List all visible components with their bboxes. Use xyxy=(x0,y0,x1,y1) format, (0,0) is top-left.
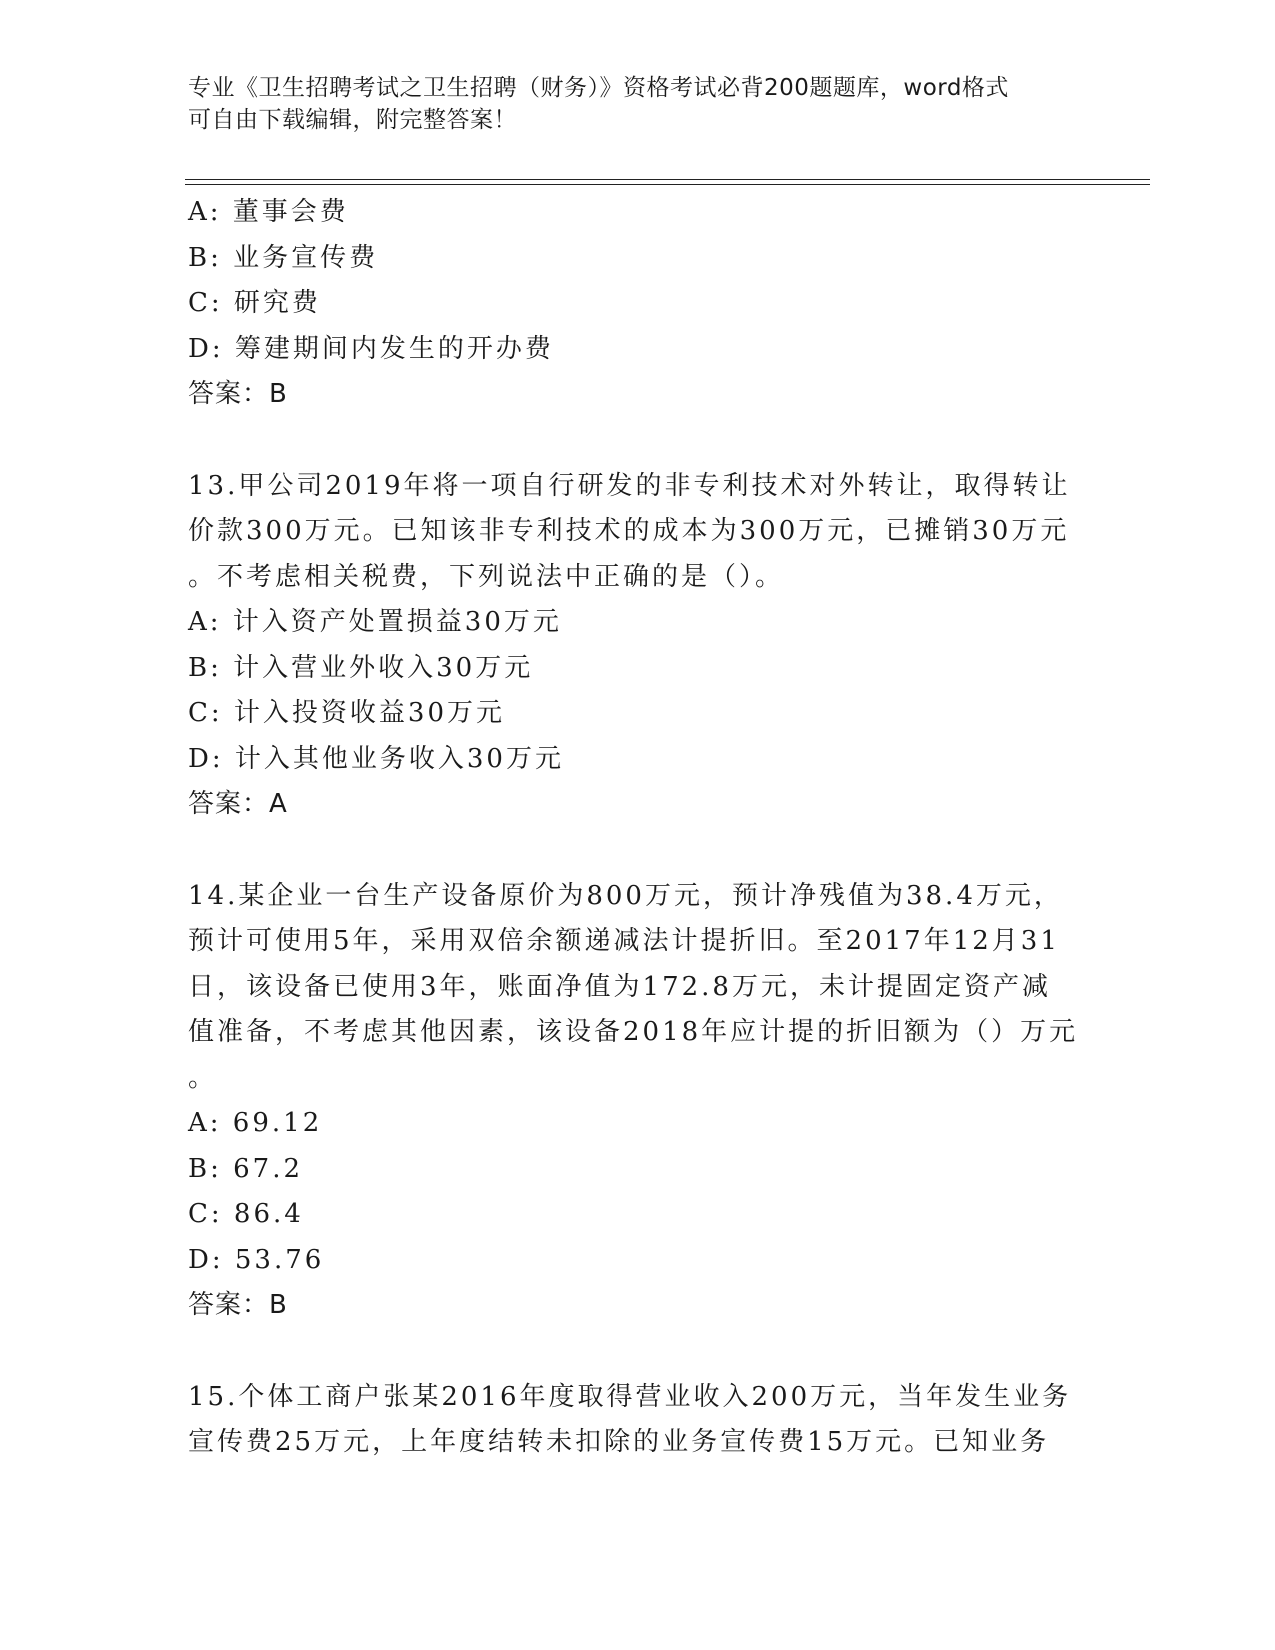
question-14 xyxy=(188,874,1088,1329)
header-rule-bottom xyxy=(185,184,1150,185)
question-text-line: 。不考虑相关税费，下列说法中正确的是（）。 xyxy=(188,561,785,592)
answer-line: 答案：B xyxy=(188,1290,288,1320)
question-text-line: 值准备，不考虑其他因素，该设备2018年应计提的折旧额为（）万元 xyxy=(188,1017,1079,1047)
header-line-2: 可自由下载编辑，附完整答案！ xyxy=(188,107,517,133)
question-15 xyxy=(188,1375,1088,1466)
answer-line: 答案：A xyxy=(188,789,288,819)
answer-line: 答案：B xyxy=(188,379,288,409)
question-content xyxy=(188,190,1088,1466)
option-d: D: 计入其他业务收入30万元 xyxy=(188,743,564,774)
spacer xyxy=(188,828,1088,874)
question-text-line: 预计可使用5年，采用双倍余额递减法计提折旧。至2017年12月31 xyxy=(188,926,1060,956)
option-b: B: 计入营业外收入30万元 xyxy=(188,652,534,683)
header-line-1: 专业《卫生招聘考试之卫生招聘（财务）》资格考试必背200题题库，word格式 xyxy=(188,75,1009,101)
question-text-line: 日，该设备已使用3年，账面净值为172.8万元，未计提固定资产减 xyxy=(188,971,1051,1002)
spacer xyxy=(188,1329,1088,1375)
option-c: C: 计入投资收益30万元 xyxy=(188,698,506,728)
question-12 xyxy=(188,190,1088,418)
option-c: C: 86.4 xyxy=(188,1199,304,1229)
question-text-line: 价款300万元。已知该非专利技术的成本为300万元，已摊销30万元 xyxy=(188,516,1070,546)
question-text-line: 。 xyxy=(188,1062,218,1093)
header-rule-top xyxy=(185,179,1150,180)
option-a: A: 69.12 xyxy=(188,1108,323,1138)
option-d: D: 筹建期间内发生的开办费 xyxy=(188,333,554,364)
question-13 xyxy=(188,464,1088,828)
question-text-line: 宣传费25万元，上年度结转未扣除的业务宣传费15万元。已知业务 xyxy=(188,1427,1050,1457)
option-b: B: 67.2 xyxy=(188,1153,304,1184)
question-text-line: 13.甲公司2019年将一项自行研发的非专利技术对外转让，取得转让 xyxy=(188,470,1071,501)
option-a: A: 董事会费 xyxy=(188,197,349,227)
option-d: D: 53.76 xyxy=(188,1244,325,1275)
option-c: C: 研究费 xyxy=(188,288,321,318)
spacer xyxy=(188,418,1088,464)
question-text-line: 15.个体工商户张某2016年度取得营业收入200万元，当年发生业务 xyxy=(188,1381,1072,1412)
question-text-line: 14.某企业一台生产设备原价为800万元，预计净残值为38.4万元， xyxy=(188,880,1063,911)
option-b: B: 业务宣传费 xyxy=(188,242,379,273)
option-a: A: 计入资产处置损益30万元 xyxy=(188,607,562,637)
document-header xyxy=(188,72,1068,136)
